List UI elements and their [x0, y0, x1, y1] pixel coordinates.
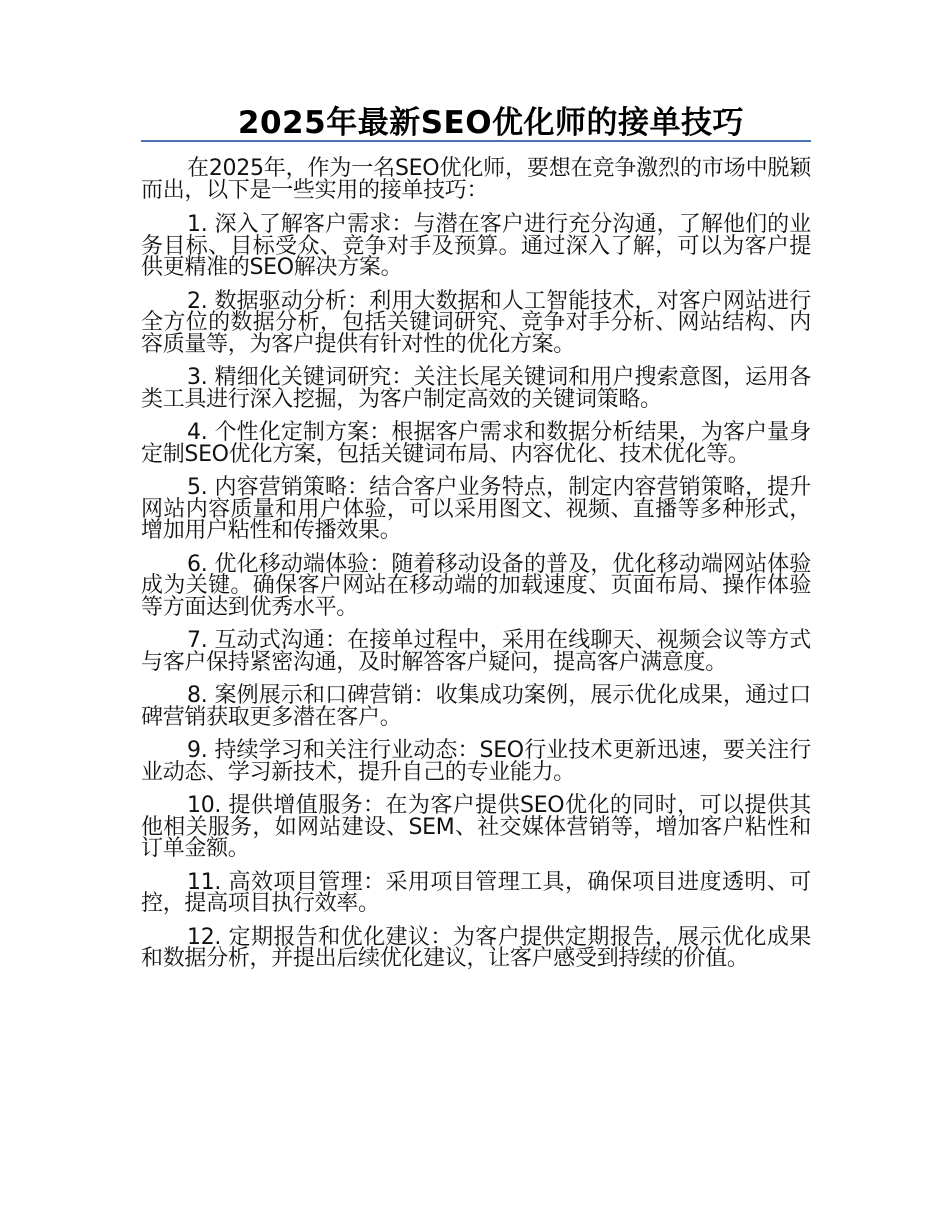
intro-paragraph: 在2025年，作为一名SEO优化师，要想在竞争激烈的市场中脱颖而出，以下是一些实用的接单技巧：: [141, 156, 811, 203]
title-underline: [141, 140, 811, 142]
document-body: [141, 158, 811, 982]
tip-paragraph-3: 3. 精细化关键词研究：关注长尾关键词和用户搜索意图，运用各类工具进行深入挖掘，为客户制定高效的关键词策略。: [141, 365, 811, 412]
tip-paragraph-12: 12. 定期报告和优化建议：为客户提供定期报告，展示优化成果和数据分析，并提出后续优化建议，让客户感受到持续的价值。: [141, 924, 811, 971]
tip-paragraph-10: 10. 提供增值服务：在为客户提供SEO优化的同时，可以提供其他相关服务，如网站建设、SEM、社交媒体营销等，增加客户粘性和订单金额。: [141, 793, 811, 861]
tip-paragraph-7: 7. 互动式沟通：在接单过程中，采用在线聊天、视频会议等方式与客户保持紧密沟通，及时解答客户疑问，提高客户满意度。: [141, 628, 811, 675]
tip-paragraph-2: 2. 数据驱动分析：利用大数据和人工智能技术，对客户网站进行全方位的数据分析，包括关键词研究、竞争对手分析、网站结构、内容质量等，为客户提供有针对性的优化方案。: [141, 288, 811, 357]
tip-paragraph-11: 11. 高效项目管理：采用项目管理工具，确保项目进度透明、可控，提高项目执行效率。: [141, 869, 811, 916]
tip-paragraph-1: 1. 深入了解客户需求：与潜在客户进行充分沟通，了解他们的业务目标、目标受众、竞争对手及预算。通过深入了解，可以为客户提供更精准的SEO解决方案。: [141, 212, 811, 280]
tip-paragraph-6: 6. 优化移动端体验：随着移动设备的普及，优化移动端网站体验成为关键。确保客户网站在移动端的加载速度、页面布局、操作体验等方面达到优秀水平。: [141, 551, 811, 620]
tip-paragraph-5: 5. 内容营销策略：结合客户业务特点，制定内容营销策略，提升网站内容质量和用户体验，可以采用图文、视频、直播等多种形式，增加用户粘性和传播效果。: [141, 475, 811, 543]
tip-paragraph-4: 4. 个性化定制方案：根据客户需求和数据分析结果，为客户量身定制SEO优化方案，包括关键词布局、内容优化、技术优化等。: [141, 420, 811, 467]
document-title: 2025年最新SEO优化师的接单技巧: [237, 105, 745, 141]
tip-paragraph-8: 8. 案例展示和口碑营销：收集成功案例，展示优化成果，通过口碑营销获取更多潜在客户。: [141, 683, 811, 730]
tip-paragraph-9: 9. 持续学习和关注行业动态：SEO行业技术更新迅速，要关注行业动态、学习新技术，提升自己的专业能力。: [141, 738, 811, 785]
